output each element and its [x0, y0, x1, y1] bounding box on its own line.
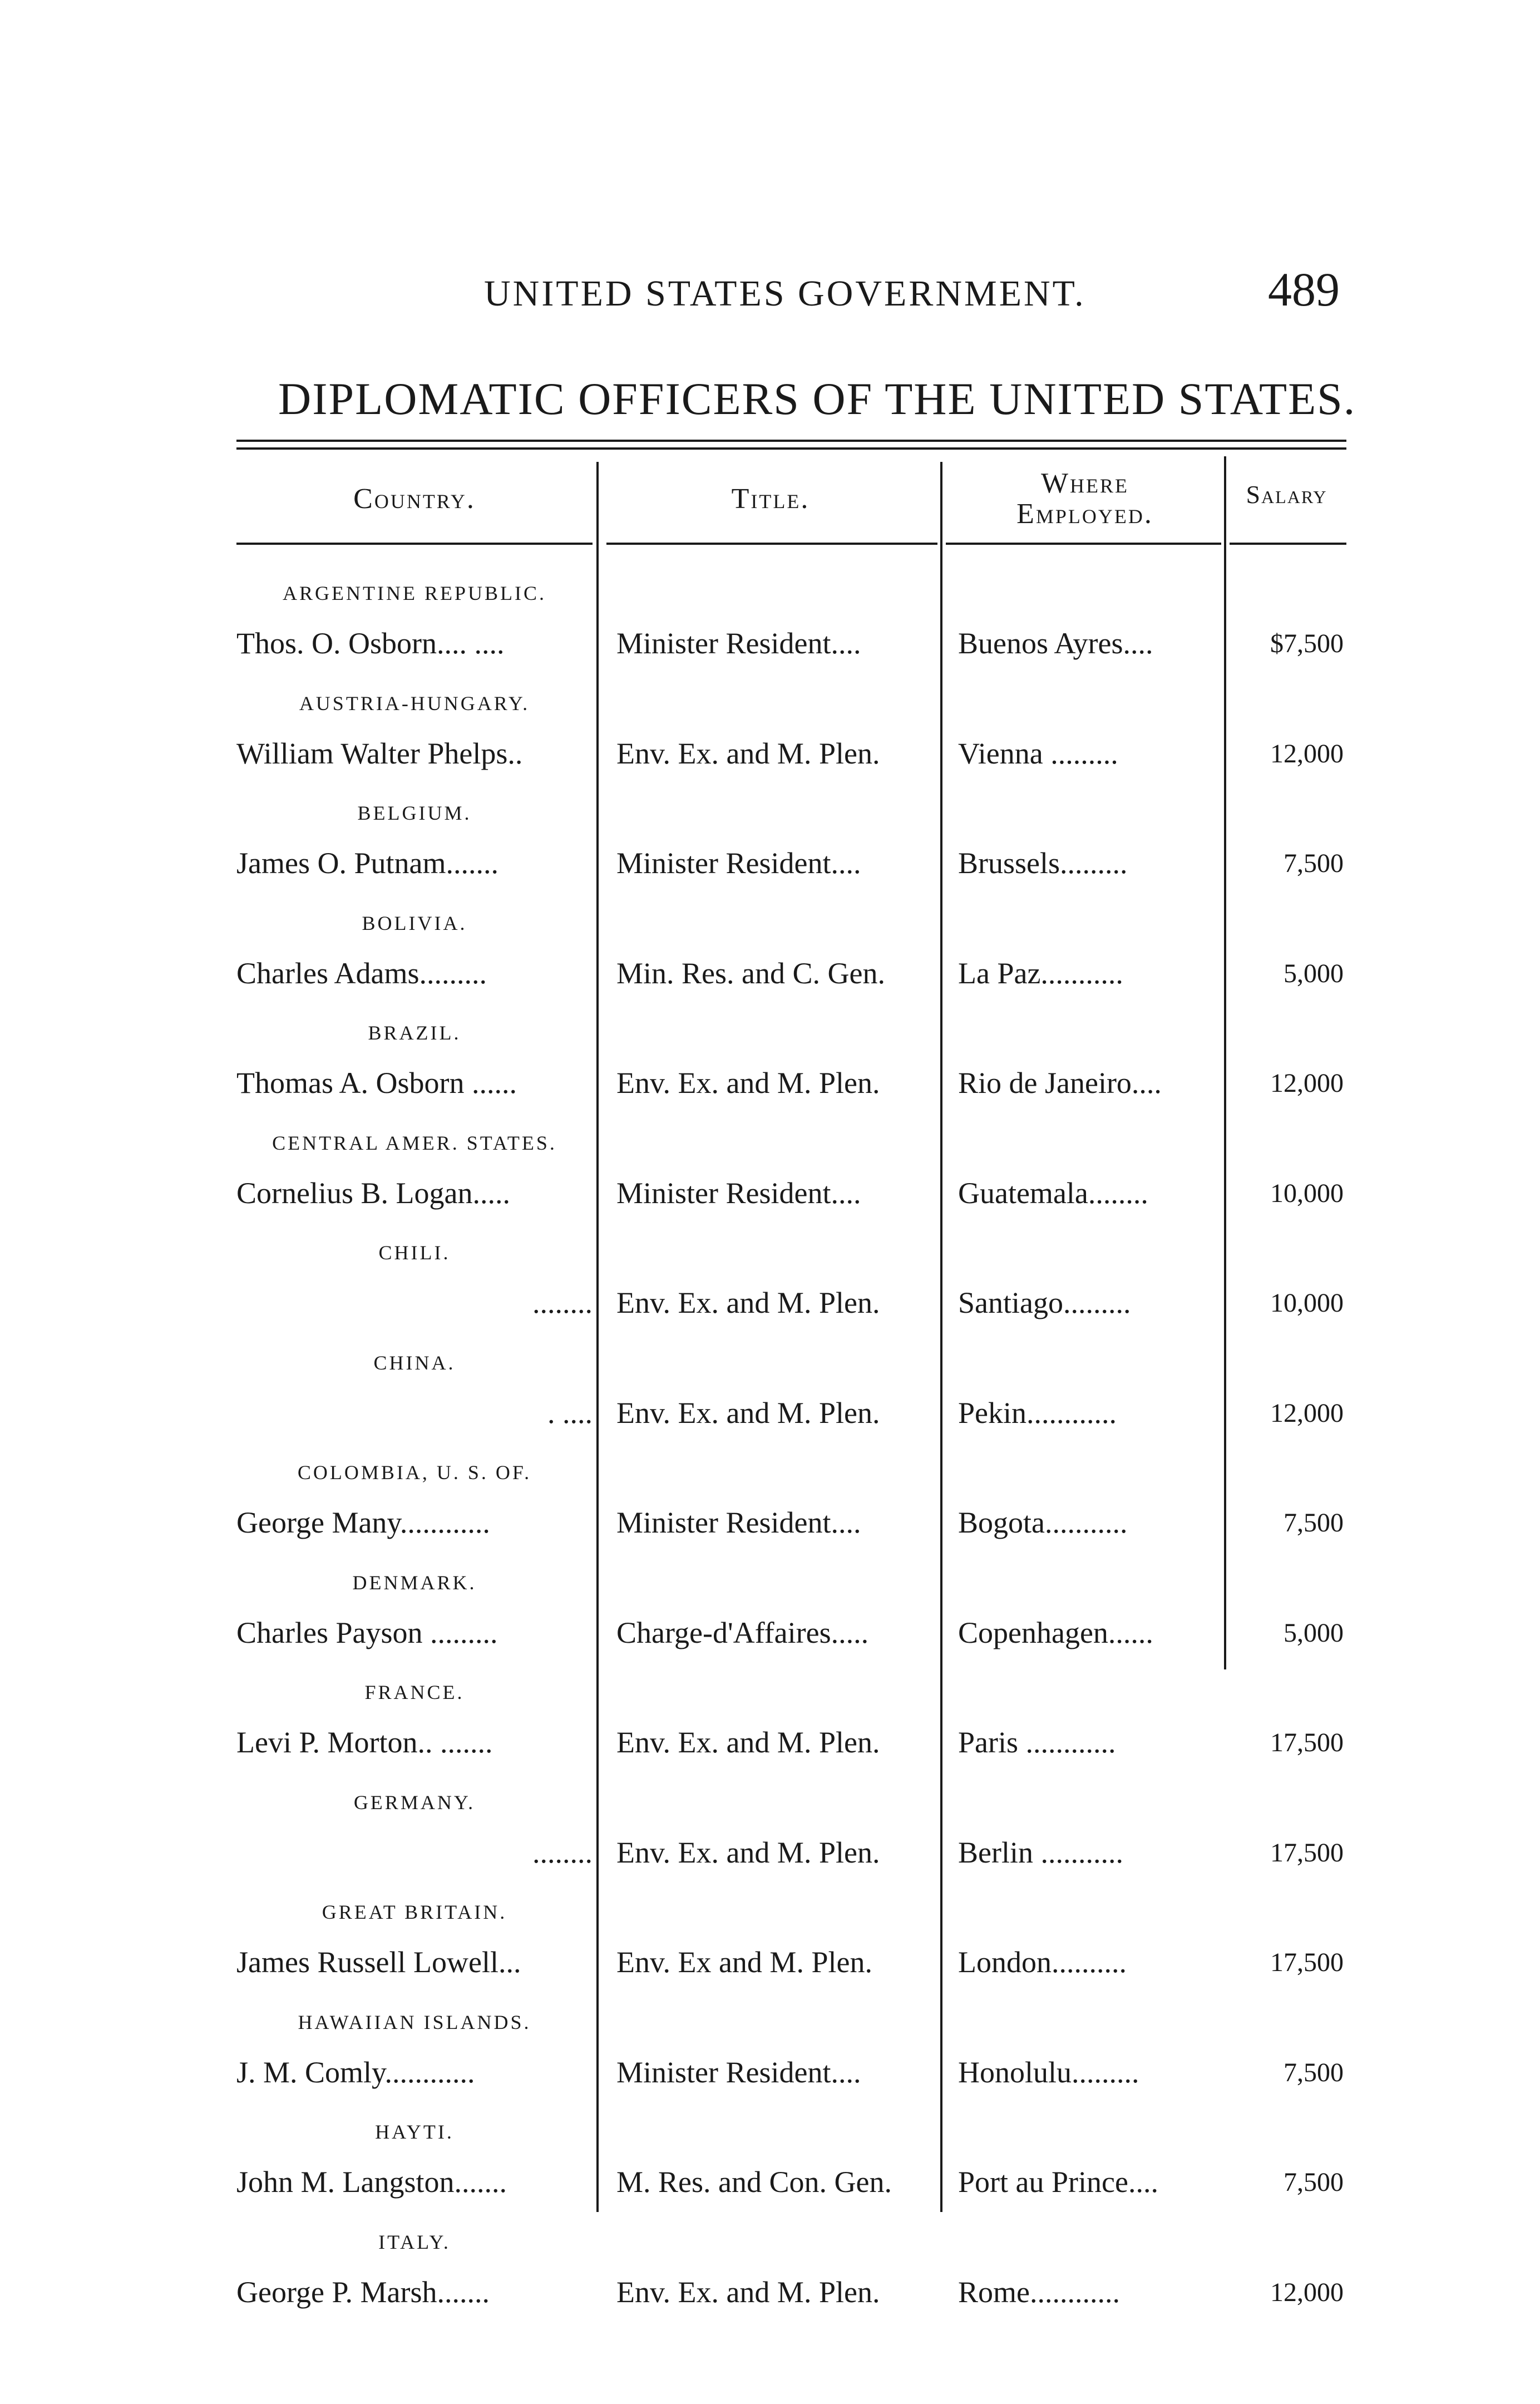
- column-header-title: Title.: [731, 483, 810, 515]
- officer-title: Minister Resident....: [616, 846, 861, 880]
- officer-name: Levi P. Morton.. .......: [236, 1726, 493, 1759]
- header-rule-title: [606, 543, 937, 545]
- where-employed: Buenos Ayres....: [958, 627, 1153, 660]
- column-divider-3: [1224, 456, 1226, 1669]
- country-heading: FRANCE.: [364, 1681, 465, 1703]
- where-employed: London..........: [958, 1945, 1127, 1979]
- officer-name: Charles Payson .........: [236, 1616, 498, 1649]
- country-heading: GREAT BRITAIN.: [322, 1901, 507, 1923]
- where-employed: Rio de Janeiro....: [958, 1066, 1162, 1100]
- column-divider-1: [596, 462, 599, 2212]
- officer-title: M. Res. and Con. Gen.: [616, 2165, 892, 2199]
- officer-name: George P. Marsh.......: [236, 2275, 490, 2309]
- officer-name: Cornelius B. Logan.....: [236, 1176, 510, 1210]
- running-title: UNITED STATES GOVERNMENT.: [484, 273, 1086, 314]
- officer-title: Minister Resident....: [616, 1176, 861, 1210]
- page-title: DIPLOMATIC OFFICERS OF THE UNITED STATES.: [278, 373, 1356, 424]
- country-heading: BRAZIL.: [368, 1022, 461, 1044]
- officer-title: Charge-d'Affaires.....: [616, 1616, 869, 1649]
- header-rule-country: [236, 543, 593, 545]
- country-heading: HAYTI.: [375, 2121, 454, 2143]
- officer-title: Env. Ex. and M. Plen.: [616, 1836, 880, 1869]
- where-employed: Guatemala........: [958, 1176, 1148, 1210]
- where-employed: Vienna .........: [958, 737, 1118, 770]
- column-header-where-line2: Employed.: [1016, 497, 1153, 530]
- officer-title: Env. Ex. and M. Plen.: [616, 737, 880, 770]
- column-header-where-line1: Where: [1040, 467, 1129, 499]
- salary-value: $7,500: [1270, 629, 1344, 658]
- officer-name: ........: [532, 1836, 593, 1869]
- officer-title: Env. Ex. and M. Plen.: [616, 2275, 880, 2309]
- salary-value: 17,500: [1270, 1948, 1344, 1977]
- country-heading: HAWAIIAN ISLANDS.: [298, 2011, 531, 2033]
- officer-title: Env. Ex. and M. Plen.: [616, 1726, 880, 1759]
- officer-title: Minister Resident....: [616, 1506, 861, 1539]
- country-heading: CHINA.: [373, 1352, 456, 1374]
- country-heading: GERMANY.: [353, 1791, 476, 1814]
- salary-value: 7,500: [1284, 1508, 1344, 1538]
- column-header-country: Country.: [353, 483, 476, 515]
- header-rule-where: [946, 543, 1221, 545]
- salary-value: 12,000: [1270, 1068, 1344, 1098]
- country-heading: CHILI.: [378, 1242, 451, 1264]
- where-employed: Paris ............: [958, 1726, 1116, 1759]
- officer-name: Thos. O. Osborn.... ....: [236, 627, 505, 660]
- country-heading: DENMARK.: [352, 1572, 477, 1594]
- salary-value: 5,000: [1284, 1618, 1344, 1648]
- officer-title: Env. Ex. and M. Plen.: [616, 1396, 880, 1430]
- country-heading: ARGENTINE REPUBLIC.: [283, 582, 546, 604]
- salary-value: 12,000: [1270, 1398, 1344, 1428]
- where-employed: Berlin ...........: [958, 1836, 1123, 1869]
- officer-name: William Walter Phelps..: [236, 737, 523, 770]
- where-employed: Rome............: [958, 2275, 1120, 2309]
- where-employed: Pekin............: [958, 1396, 1117, 1430]
- salary-value: 7,500: [1284, 2167, 1344, 2197]
- officer-name: George Many............: [236, 1506, 490, 1539]
- salary-value: 17,500: [1270, 1838, 1344, 1868]
- officer-title: Env. Ex and M. Plen.: [616, 1945, 872, 1979]
- officer-title: Min. Res. and C. Gen.: [616, 957, 885, 990]
- officer-name: . ....: [547, 1396, 593, 1430]
- officer-name: James O. Putnam.......: [236, 846, 498, 880]
- salary-value: 5,000: [1284, 959, 1344, 988]
- officer-name: Thomas A. Osborn ......: [236, 1066, 517, 1100]
- officer-name: James Russell Lowell...: [236, 1945, 521, 1979]
- officer-title: Minister Resident....: [616, 2056, 861, 2089]
- officer-name: ........: [532, 1286, 593, 1319]
- salary-value: 10,000: [1270, 1288, 1344, 1318]
- officer-name: Charles Adams.........: [236, 957, 487, 990]
- country-heading: ITALY.: [378, 2231, 451, 2253]
- where-employed: Santiago.........: [958, 1286, 1131, 1319]
- where-employed: La Paz...........: [958, 957, 1123, 990]
- title-double-rule: [236, 440, 1346, 450]
- header-rule-salary: [1230, 543, 1346, 545]
- salary-value: 10,000: [1270, 1179, 1344, 1208]
- where-employed: Brussels.........: [958, 846, 1128, 880]
- column-divider-2: [940, 462, 942, 2212]
- salary-value: 12,000: [1270, 2278, 1344, 2307]
- officer-name: John M. Langston.......: [236, 2165, 507, 2199]
- salary-value: 7,500: [1284, 849, 1344, 878]
- column-header-salary: Salary: [1246, 480, 1327, 509]
- salary-value: 7,500: [1284, 2058, 1344, 2087]
- salary-value: 17,500: [1270, 1728, 1344, 1757]
- country-heading: CENTRAL AMER. STATES.: [272, 1132, 557, 1154]
- officer-title: Env. Ex. and M. Plen.: [616, 1066, 880, 1100]
- country-heading: BELGIUM.: [357, 802, 472, 824]
- officer-title: Minister Resident....: [616, 627, 861, 660]
- column-header-where: [946, 469, 1224, 529]
- salary-value: 12,000: [1270, 739, 1344, 769]
- where-employed: Honolulu.........: [958, 2056, 1139, 2089]
- country-heading: BOLIVIA.: [362, 912, 467, 934]
- where-employed: Copenhagen......: [958, 1616, 1153, 1649]
- officer-name: J. M. Comly............: [236, 2056, 475, 2089]
- officer-title: Env. Ex. and M. Plen.: [616, 1286, 880, 1319]
- where-employed: Bogota...........: [958, 1506, 1128, 1539]
- page-number: 489: [1268, 263, 1340, 316]
- country-heading: AUSTRIA-HUNGARY.: [299, 692, 530, 715]
- where-employed: Port au Prince....: [958, 2165, 1158, 2199]
- country-heading: COLOMBIA, U. S. OF.: [297, 1461, 532, 1484]
